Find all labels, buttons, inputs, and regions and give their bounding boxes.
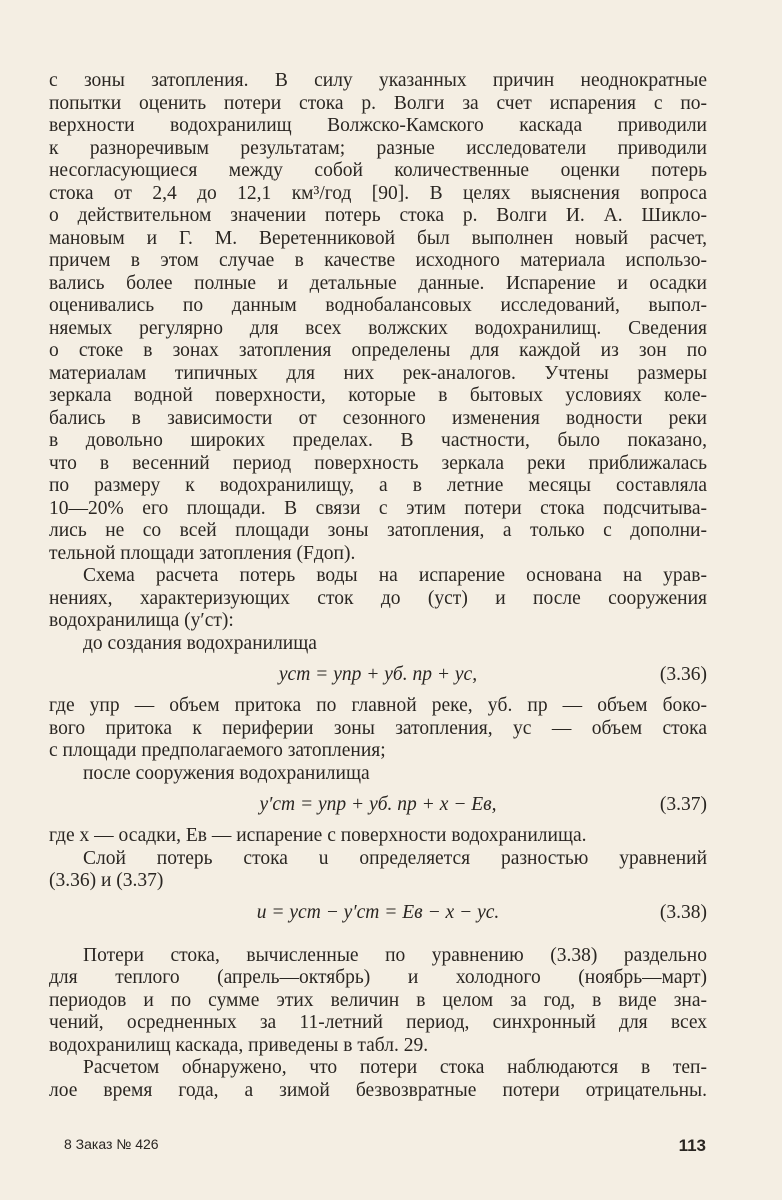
where-block-2: где x — осадки, Eв — испарение с поверхности водохранилища. [49,825,587,846]
before-label: до создания водохранилища [83,632,317,654]
text-line: водохранилищ каскада, приведены в табл. 29. [49,1034,429,1056]
equation-3-36 [49,655,707,695]
text-line: для теплого (апрель—октябрь) и холодного (ноябрь—март) [49,967,707,988]
text-line: попытки оценить потери стока р. Волги за счет испарения с по- [49,92,707,114]
equation-body: u = yст − y′ст = Eв − x − yс. [256,901,500,923]
text-line: что в весенний период поверхность зеркала реки приближалась [49,452,707,474]
text-line: с зоны затопления. В силу указанных причин неоднократные [49,70,707,91]
text-line: материалам типичных для них рек-аналогов. Учтены размеры [49,362,707,384]
paragraph-5 [49,1057,707,1102]
text-line: где yпр — объем притока по главной реке, yб. пр — объем боко- [49,695,707,716]
text-line: Слой потерь стока u определяется разностью уравнений [83,847,707,869]
text-line: лое время года, а зимой безвозвратные потери отрицательны. [49,1079,707,1101]
paragraph-4 [49,945,707,1058]
text-line: причем в этом случае в качестве исходного материала использо- [49,250,707,271]
where-block-1 [49,695,707,785]
text-line: бались в зависимости от сезонного изменения водности реки [49,407,707,429]
text-line: о стоке в зонах затопления определены для каждой из зон по [49,340,707,361]
text-line: зеркала водной поверхности, которые в бытовых условиях коле- [49,385,707,406]
paragraph-3 [49,848,707,893]
text-line: к разноречивым результатам; разные исследователи приводили [49,137,707,159]
text-line: Потери стока, вычисленные по уравнению (3.38) раздельно [83,944,707,966]
equation-body: yст = yпр + yб. пр + yс, [278,664,478,685]
equation-number: (3.36) [659,664,707,685]
text-line: нениях, характеризующих сток до (yст) и после сооружения [49,587,707,609]
after-label: после сооружения водохранилища [83,762,370,784]
text-line: по размеру к водохранилищу, а в летние месяцы составляла [49,475,707,496]
page-number: 113 [678,1136,706,1155]
text-line: оценивались по данным воднобалансовых исследований, выпол- [49,295,707,316]
page-footer [64,1136,706,1158]
page-text [49,70,707,1102]
text-line: периодов и по сумме этих величин в целом за год, в виде зна- [49,989,707,1011]
paragraph-2 [49,565,707,655]
text-line: вого притока к периферии зоны затопления, yс — объем стока [49,717,707,739]
text-line: стока от 2,4 до 12,1 км³/год [90]. В целях выяснения вопроса [49,182,707,204]
text-line: о действительном значении потерь стока р. Волги И. А. Шикло- [49,205,707,226]
text-line: с площади предполагаемого затопления; [49,740,386,761]
paragraph-1 [49,70,707,565]
text-line: верхности водохранилищ Волжско-Камского каскада приводили [49,115,707,136]
equation-body: y′ст = yпр + yб. пр + x − Eв, [259,794,497,815]
text-line: тельной площади затопления (Fдоп). [49,542,356,564]
text-line: 10—20% его площади. В связи с этим потери стока подсчитыва- [49,497,707,519]
text-line: Расчетом обнаружено, что потери стока наблюдаются в теп- [83,1057,707,1078]
text-line: несогласующиеся между собой количественные оценки потерь [49,160,707,181]
text-line: (3.36) и (3.37) [49,870,164,891]
text-line: чений, осредненных за 11-летний период, синхронный для всех [49,1012,707,1033]
text-line: водохранилища (y′ст): [49,610,234,631]
text-line: вались более полные и детальные данные. Испарение и осадки [49,272,707,294]
text-line: Схема расчета потерь воды на испарение основана на урав- [83,565,707,586]
equation-number: (3.37) [659,794,707,815]
equation-3-37 [49,785,707,825]
text-line: в довольно широких пределах. В частности, было показано, [49,430,707,451]
printer-signature: 8 Заказ № 426 [64,1136,159,1152]
text-line: няемых регулярно для всех волжских водохранилищ. Сведения [49,317,707,339]
equation-number: (3.38) [659,901,707,923]
text-line: лись не со всей площади зоны затопления, а только с дополни- [49,520,707,541]
equation-3-38 [49,893,707,933]
text-line: мановым и Г. М. Веретенниковой был выполнен новый расчет, [49,227,707,249]
